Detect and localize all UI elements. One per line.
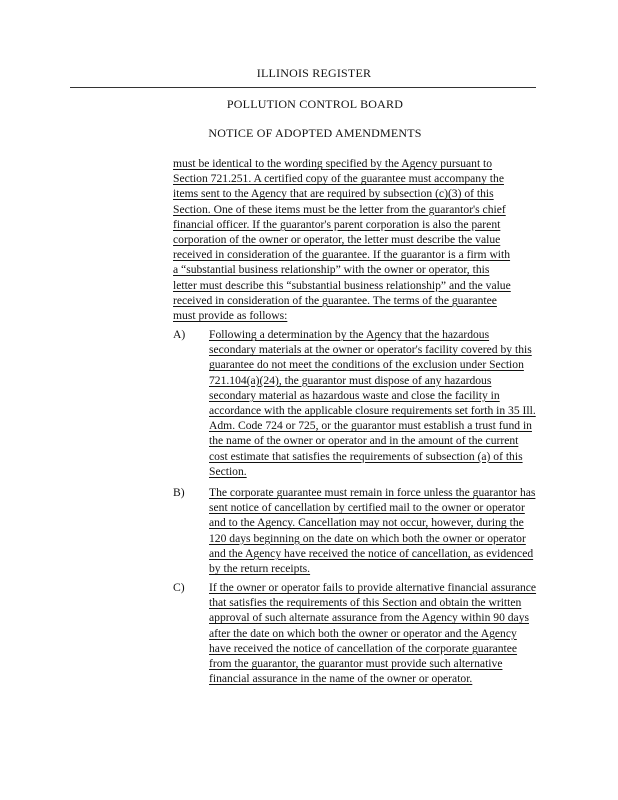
subsection-a-label: A) bbox=[173, 328, 186, 341]
board-title: POLLUTION CONTROL BOARD bbox=[226, 97, 404, 111]
subsection-a-text: Following a determination by the Agency that the hazardous secondary materials at the owner or operator's facility covered by this guarantee do not meet the conditions of the exclusion under Section 721.104(a)(24), the guarantor must dispose of any hazardous secondary material as hazardous waste and close the facility in accordance with the applicable closure requirements set forth in 35 Ill. Adm. Code 724 or 725, or the guarantor must establish a trust fund in the name of the owner or operator and in the amount of the current cost estimate that satisfies the requirements of subsection (a) of this Section. bbox=[209, 328, 536, 478]
intro-paragraph: must be identical to the wording specified by the Agency pursuant to Section 721.251. A certified copy of the guarantee must accompany the items sent to the Agency that are required by subsection (c)(3) of this Section. One of these items must be the letter from the guarantor's chief financial officer. If the guarantor's parent corporation is also the parent corporation of the owner or operator, the letter must describe the value received in consideration of the guarantee. If the guarantor is a firm with a “substantial business relationship” with the owner or operator, this letter must describe this “substantial business relationship” and the value received in consideration of the guarantee. The terms of the guarantee must provide as follows: bbox=[173, 157, 511, 323]
header-rule bbox=[70, 87, 536, 88]
register-title: ILLINOIS REGISTER bbox=[256, 66, 372, 80]
subsection-c-text: If the owner or operator fails to provide alternative financial assurance that satisfies the requirements of this Section and obtain the written approval of such alternate assurance from the Agency within 90 days after the date on which both the owner or operator and the Agency have received the notice of cancellation of the corporate guarantee from the guarantor, the guarantor must provide such alternative financial assurance in the name of the owner or operator. bbox=[209, 581, 537, 686]
subsection-c-label: C) bbox=[173, 581, 185, 594]
subsection-b-label: B) bbox=[173, 486, 185, 499]
subsection-b-text: The corporate guarantee must remain in force unless the guarantor has sent notice of cancellation by certified mail to the owner or operator and to the Agency. Cancellation may not occur, however, during the 120 days beginning on the date on which both the owner or operator and the Agency have received the notice of cancellation, as evidenced by the return receipts. bbox=[209, 486, 536, 576]
subsection-a bbox=[173, 327, 537, 479]
subsection-c bbox=[173, 580, 537, 686]
notice-title: NOTICE OF ADOPTED AMENDMENTS bbox=[208, 126, 422, 140]
subsection-b bbox=[173, 485, 537, 576]
